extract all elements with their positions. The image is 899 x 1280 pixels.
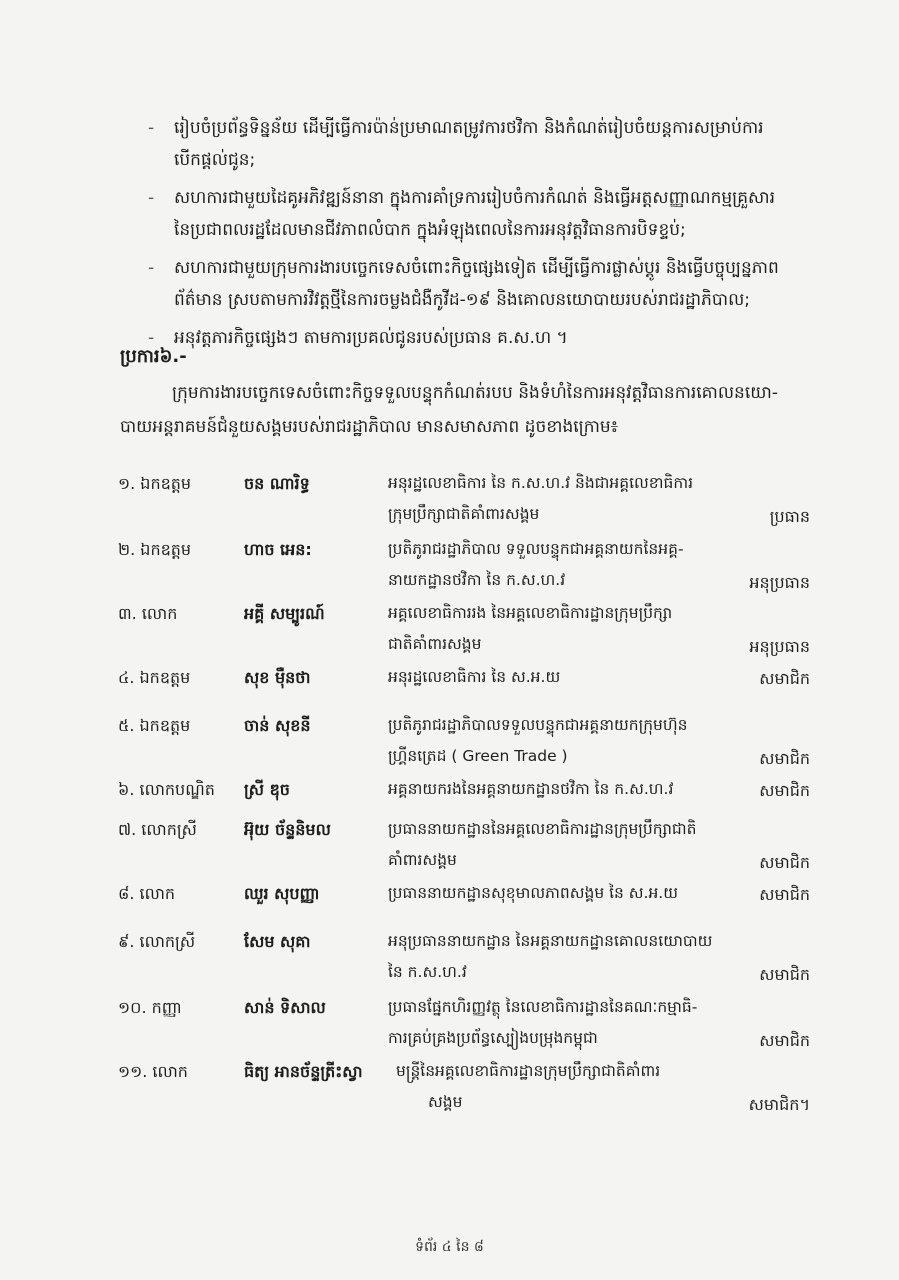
member-number: ១១. លោក [118, 1062, 188, 1081]
member-number: ១០. កញ្ញា [118, 998, 182, 1017]
member-description [396, 1056, 756, 1118]
member-name: ហាច អេន: [244, 540, 312, 559]
member-role: សមាជិក [759, 669, 810, 688]
member-name: អគ្គី សម្បូរណ៍ [244, 604, 325, 623]
member-role: សមាជិក [759, 853, 810, 872]
member-name: ឈួរ សុបញ្ញា [244, 884, 320, 903]
member-role: អនុប្រធាន [749, 637, 810, 656]
bullet-line: បើកផ្តល់ជូន; [174, 150, 256, 170]
member-name: អ៊ុយ ច័ន្ទនិមល [244, 820, 331, 839]
bullet-list [148, 112, 828, 360]
description-line: ប្រធានផ្នែកហិរញ្ញវត្ថុ នៃលេខាធិការដ្ឋាននៃគណៈកម្មាធិ- [388, 998, 698, 1016]
member-row [118, 992, 818, 1056]
member-name: ស្រី ឌុច [244, 780, 290, 799]
page-number: ទំព័រ ៤ នៃ ៨ [415, 1239, 484, 1255]
article-intro [120, 376, 820, 444]
intro-line: បាយអន្តរាគមន៍ជំនួយសង្គមរបស់រាជរដ្ឋាភិបាល មានសមាសភាព ដូចខាងក្រោម៖ [120, 417, 619, 437]
member-name: ធិត្យ អានច័ន្ទត្រីះស្វា [244, 1062, 363, 1081]
bullet-line: សហការជាមួយក្រុមការងារបច្ចេកទេសចំពោះកិច្ចផ្សេងទៀត ដើម្បីធ្វើការផ្លាស់ប្តូរ និងធ្វើបច្ចុប្បន្នភាព [174, 258, 779, 278]
member-number: ៨. លោក [118, 884, 176, 903]
bullet-line: សហការជាមួយដៃគូអភិវឌ្ឍន៍នានា ក្នុងការគាំទ្រការរៀបចំការកំណត់ និងធ្វើអត្តសញ្ញាណកម្មគ្រួសារ [174, 188, 775, 208]
member-role: សមាជិក [759, 1031, 810, 1050]
member-role: សមាជិក [759, 965, 810, 984]
member-row [118, 468, 818, 532]
bullet-dash: - [148, 118, 155, 138]
member-role: សមាជិក [759, 781, 810, 800]
bullet-item [148, 112, 828, 176]
description-line: គាំពារសង្គម [388, 851, 457, 869]
description-line: នៃ ក.ស.ហ.វ [388, 963, 467, 981]
description-line: អគ្គលេខាធិការរង នៃអគ្គលេខាធិការដ្ឋានក្រុមប្រឹក្សា [388, 604, 673, 622]
member-role: ប្រធាន [769, 507, 810, 526]
member-name: ចន ណារិទ្ធ [244, 474, 310, 493]
member-row [118, 774, 818, 806]
description-line: ប្រធាននាយកដ្ឋានសុខុមាលភាពសង្គម នៃ ស.អ.យ [388, 884, 678, 902]
member-number: ៦. លោកបណ្ឌិត [118, 780, 215, 799]
member-name: សាន់ ទិសាល [244, 998, 326, 1017]
description-line: អគ្គនាយករងនៃអគ្គនាយកដ្ឋានថវិកា នៃ ក.ស.ហ.វ [388, 780, 674, 798]
description-line: អនុរដ្ឋលេខាធិការ នៃ ក.ស.ហ.វ និងជាអគ្គលេខាធិការ [388, 474, 694, 492]
member-row [118, 814, 818, 878]
member-description [388, 992, 748, 1054]
member-description [388, 598, 748, 660]
description-line: ប្រតិភូរាជរដ្ឋាភិបាលទទួលបន្ទុកជាអគ្គនាយកក្រុមហ៊ុន [388, 716, 688, 734]
description-line: ក្រុមប្រឹក្សាជាតិគាំពារសង្គម [388, 505, 540, 523]
description-line: ប្រតិភូរាជរដ្ឋាភិបាល ទទួលបន្ទុកជាអគ្គនាយកនៃអគ្គ- [388, 540, 684, 558]
member-row [118, 878, 818, 910]
description-line: ប្រធាននាយកដ្ឋាននៃអគ្គលេខាធិការដ្ឋានក្រុមប្រឹក្សាជាតិ [388, 820, 697, 838]
member-role: សមាជិក [759, 749, 810, 768]
member-row [118, 710, 818, 774]
member-number: ៩. លោកស្រី [118, 932, 196, 951]
member-description [388, 468, 748, 530]
description-line: អនុប្រធាននាយកដ្ឋាន នៃអគ្គនាយកដ្ឋានគោលនយោបាយ [388, 932, 713, 950]
member-name: ចាន់ សុខនី [244, 716, 311, 735]
member-role: សមាជិក។ [748, 1095, 810, 1114]
member-number: ២. ឯកឧត្តម [118, 540, 192, 559]
bullet-line: រៀបចំប្រព័ន្ធទិន្នន័យ ដើម្បីធ្វើការប៉ាន់ប្រមាណតម្រូវការថវិកា និងកំណត់រៀបចំយន្តការសម្រាប់ការ [174, 118, 764, 138]
description-line: ជាតិគាំពារសង្គម [388, 635, 482, 653]
bullet-dash: - [148, 258, 155, 278]
member-description [388, 710, 748, 772]
member-role: សមាជិក [759, 885, 810, 904]
member-role: អនុប្រធាន [749, 573, 810, 592]
member-description [388, 878, 748, 909]
member-row [118, 598, 818, 662]
member-description [388, 774, 748, 805]
member-number: ៤. ឯកឧត្តម [118, 668, 191, 687]
intro-line: ក្រុមការងារបច្ចេកទេសចំពោះកិច្ចទទួលបន្ទុកកំណត់របប និងទំហំនៃការអនុវត្តវិធានការគោលនយោ- [172, 383, 778, 403]
description-line: នាយកដ្ឋានថវិកា នៃ ក.ស.ហ.វ [388, 571, 566, 589]
member-number: ៣. លោក [118, 604, 178, 623]
bullet-item [148, 322, 828, 354]
member-list [118, 468, 818, 1120]
member-name: សុខ ម៉ឺនថា [244, 668, 311, 687]
member-row [118, 534, 818, 598]
member-description [388, 814, 748, 876]
bullet-dash: - [148, 188, 155, 208]
member-row [118, 662, 818, 694]
bullet-line: នៃប្រជាពលរដ្ឋដែលមានជីវភាពលំបាក ក្នុងអំឡុងពេលនៃការអនុវត្តវិធានការបិទខ្ទប់; [174, 220, 686, 240]
description-line: អនុរដ្ឋលេខាធិការ នៃ ស.អ.យ [388, 668, 561, 686]
bullet-line: ព័ត៌មាន ស្របតាមការវិវត្តថ្មីនៃការចម្លងជំងឺកូវីដ-១៩ និងគោលនយោបាយរបស់រាជរដ្ឋាភិបាល; [174, 290, 750, 310]
member-description [388, 926, 748, 988]
bullet-item [148, 252, 828, 316]
member-number: ៥. ឯកឧត្តម [118, 716, 191, 735]
member-row [118, 926, 818, 990]
description-line: ការគ្រប់គ្រងប្រព័ន្ធស្បៀងបម្រុងកម្ពុជា [388, 1029, 598, 1047]
article-title: ប្រការ៦.- [120, 346, 187, 367]
member-row [118, 1056, 818, 1120]
description-line: មន្ត្រីនៃអគ្គលេខាធិការដ្ឋានក្រុមប្រឹក្សាជាតិគាំពារ [396, 1062, 661, 1080]
member-number: ១. ឯកឧត្តម [118, 474, 192, 493]
member-number: ៧. លោកស្រី [118, 820, 197, 839]
bullet-item [148, 182, 828, 246]
bullet-dash: - [148, 328, 155, 348]
member-name: សែម សុគា [244, 932, 311, 951]
member-description [388, 534, 748, 596]
bullet-line: អនុវត្តភារកិច្ចផ្សេងៗ តាមការប្រគល់ជូនរបស់ប្រធាន គ.ស.ហ ។ [174, 328, 568, 348]
description-line: សង្គម [428, 1093, 463, 1111]
description-line: ហ្គ្រីនត្រេដ ( Green Trade ) [388, 747, 568, 765]
member-description [388, 662, 748, 693]
